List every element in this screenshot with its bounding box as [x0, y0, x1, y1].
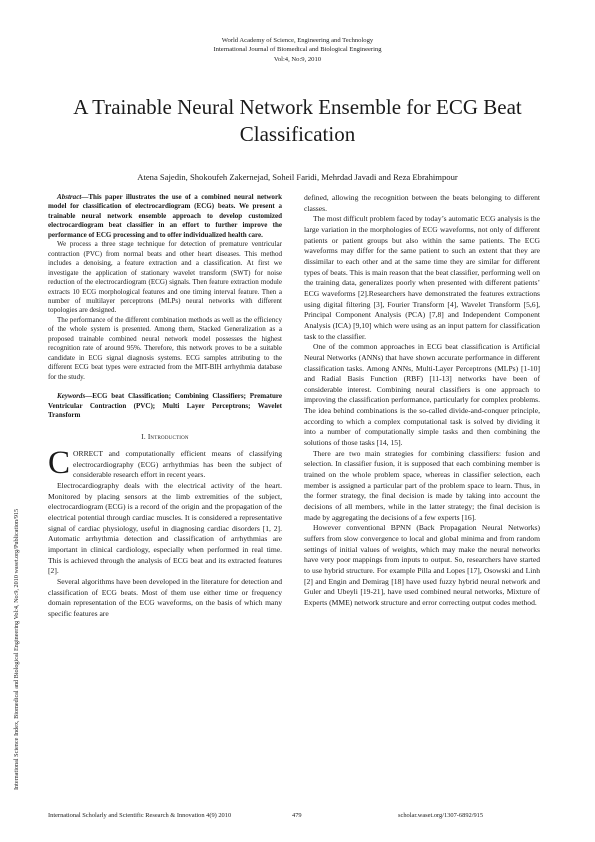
header-line-3: Vol:4, No:9, 2010 [273, 55, 322, 63]
intro-paragraph-3: Several algorithms have been developed in the literature for detection and classification of ECG beats. Most of them use either time or frequency domain representation of the ECG waveforms, on the basis of which many specific features are [48, 576, 282, 618]
journal-header [0, 36, 595, 64]
abstract-label: Abstract [57, 193, 82, 201]
keywords [48, 392, 282, 420]
header-line-1: World Academy of Science, Engineering and Technology [221, 37, 374, 44]
intro-paragraph-1: CORRECT and computationally efficient means of classifying electrocardiography (ECG) arrhythmias has been the subject of considerable research effort in recent years. [48, 445, 282, 482]
keywords-text: —ECG beat Classification; Combining Classifiers; Premature Ventricular Contraction (PVC); Multi Layer Perceptrons; Wavelet Transform [48, 392, 282, 419]
side-margin-text: International Science Index, Biomedical and Biological Engineering Vol:4, No:9, 2010 waset.org/Publication/915 [13, 508, 20, 790]
right-column [304, 193, 540, 609]
abstract-text-2: We process a three stage technique for detection of premature ventricular contraction (PVC) from normal beats and other heart diseases. This method includes a denoising, a feature extraction and a classification. At first we investigate the application of stationary wavelet transform (SWT) for noise reduction of the electrocardiogram (ECG) signals. Then feature extraction module extracts 10 ECG morphological features and one timing interval feature. Then a number of multilayer perceptrons (MLPs) neural networks with different topologies are designed. [48, 240, 282, 315]
right-paragraph-4: However conventional BPNN (Back Propagation Neural Networks) suffers from slow convergence to local and global minima and from random settings of initial values of weights, which may make the neural networks have very poor mappings from inputs to output. So, researchers have started to use hybrid structure. For example Pilla and Lopes [17], Osowski and Linh [2] and Engin and Demirag [18] have used fuzzy hybrid neural network and Guler and Ubeyli [19-21], have used combined neural networks, Mixture of Experts (MME) network structure and error correcting output codes method. [304, 523, 540, 607]
right-paragraph-2: One of the common approaches in ECG beat classification is Artificial Neural Networks (ANNs) that have shown accurate performance in different classification tasks. Among ANNs, Multi-Layer Perceptrons (MLPs) [1-10] and Radial Basis Function (RBF) [11-13] networks have been of considerable interest. Combining neural classifiers is one approach to improving the classification performance, particularly for complex problems. The idea behind combinations is the so-called divide-and-conquer principle, according to which a complex computational task is solved by dividing it into a number of computationally simple tasks and then combining the solutions of those tasks [14, 15]. [304, 342, 540, 448]
abstract [48, 193, 282, 382]
author-list: Atena Sajedin, Shokoufeh Zakernejad, Soheil Faridi, Mehrdad Javadi and Reza Ebrahimpour [137, 172, 458, 182]
left-column [48, 193, 282, 620]
right-paragraph-3: There are two main strategies for combining classifiers: fusion and selection. In classifier fusion, it is supposed that each combining member is trained on the whole problem space, whereas in classifier selection, each member is assigned a particular part of the problem space to learn. Thus, in the former strategy, the final decision is made by taking into account the decisions of all members, while in the latter strategy; the final decision is made by aggregating the decisions of a few experts [16]. [304, 448, 540, 522]
footer-left: International Scholarly and Scientific Research & Innovation 4(9) 2010 [48, 812, 232, 819]
paper-title: A Trainable Neural Network Ensemble for ECG Beat Classification [73, 95, 522, 146]
section-heading-introduction [48, 432, 282, 443]
keywords-label: Keywords [57, 392, 86, 401]
section-number: I. [141, 433, 146, 442]
abstract-text-3: The performance of the different combination methods as well as the efficiency of the whole system is presented. Among them, Stacked Generalization as a proposed trainable combined neural network model possesses the highest recognition rate of around 95%. Therefore, this network proves to be a suitable candidate in ECG signal diagnosis systems. ECG samples attributing to the different ECG beat types were extracted from the MIT-BIH arrhythmia database for the study. [48, 315, 282, 381]
intro-paragraph-2: Electrocardiography deals with the electrical activity of the heart. Monitored by placing sensors at the limb extremities of the subject, electrocardiogram (ECG) is a record of the origin and the propagation of the electrical potential through cardiac muscles. It is considered a representative signal of cardiac physiology, useful in diagnosing cardiac disorders [1, 2]. Automatic arrhythmia detection and classification of arrhythmias are important in clinical cardiology, especially when performed in real time. This is achieved through the analysis of ECG beat and its extracted features [2]. [48, 481, 282, 576]
right-paragraph-1: The most difficult problem faced by today’s automatic ECG analysis is the large variation in the morphologies of ECG waveforms, not only of different patients or patient groups but also within the same patients. The ECG waveforms may differ for the same patient to such an extent that they are dissimilar to each other and at the same time they are similar for different types of beats. This is main reason that the beat classifier, performing well on the training data, generalizes poorly when presented with different patients’ ECG waveforms [2].Researchers have demonstrated the features extractions using digital filtering [3], Fourier Transform [4], Wavelet Transform [5,6], Principal Component Analysis (PCA) [7,8] and Independent Component Analysis (ICA) [9,10] which were using as an input pattern for classification task to the classifier. [304, 214, 540, 341]
drop-cap: C [48, 445, 71, 482]
section-title: Introduction [147, 433, 189, 442]
page-number: 479 [292, 812, 302, 819]
abstract-text-1: —This paper illustrates the use of a combined neural network model for classification of electrocardiogram (ECG) beats. We present a trainable neural network ensemble approach to develop customized electrocardiogram beat classifier in an effort to further improve the performance of ECG processing and to offer individualized health care. [48, 193, 282, 239]
right-paragraph-0: defined, allowing the recognition between the beats belonging to different classes. [304, 193, 540, 213]
header-line-2: International Journal of Biomedical and Biological Engineering [213, 46, 382, 54]
footer-right: scholar.waset.org/1307-6892/915 [398, 812, 484, 819]
